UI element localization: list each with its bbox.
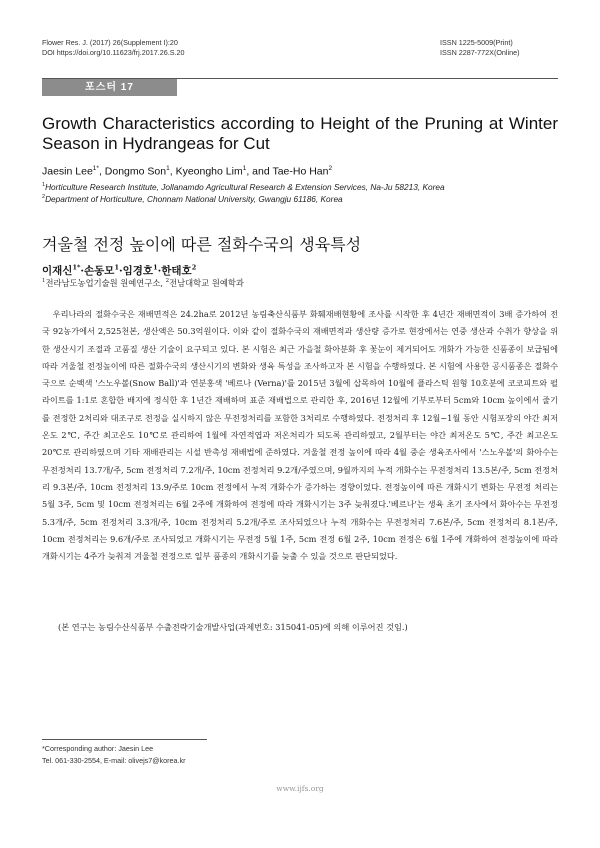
issn-print: ISSN 1225-5009(Print)	[440, 38, 513, 47]
author-affiliation-mark: 1	[153, 263, 158, 272]
author-name: 임경호	[122, 265, 154, 277]
authors-english	[42, 165, 332, 178]
paper-title-english: Growth Characteristics according to Height of the Pruning at Winter Season in Hydrangeas for Cut	[42, 114, 558, 153]
journal-header	[42, 38, 185, 58]
author-affiliation-mark: 1	[114, 263, 119, 272]
author-separator: ·	[80, 265, 85, 277]
author-name: Jaesin Lee	[42, 165, 93, 178]
author-name: 손동모	[84, 265, 115, 277]
author-affiliation-mark: 1*	[92, 165, 99, 172]
affiliation-mark: 1	[42, 278, 46, 285]
author-name: Tae-Ho Han	[272, 165, 329, 178]
affiliation-korean	[42, 277, 244, 289]
author-separator: ,	[98, 165, 105, 178]
author-affiliation-mark: 1	[242, 165, 247, 172]
affiliation-english-1	[42, 182, 445, 192]
author-name: 한태호	[161, 265, 192, 277]
affiliation-text: 전남대학교 원예학과	[169, 278, 244, 288]
affiliation-text: Horticulture Research Institute, Jollanamdo Agricultural Research & Extension Services, Na-Ju 58213, Korea	[45, 182, 445, 192]
affiliation-text: 전라남도농업기술원 원예연구소,	[45, 278, 166, 288]
corresponding-author: *Corresponding author: Jaesin Lee	[42, 744, 154, 753]
author-separator: ·	[157, 265, 162, 277]
affiliation-mark: 2	[165, 278, 170, 285]
issn-online: ISSN 2287-772X(Online)	[440, 48, 520, 57]
affiliation-text: Department of Horticulture, Chonnam National University, Gwangju 61186, Korea	[45, 194, 343, 204]
author-name: Kyeongho Lim	[175, 165, 243, 178]
contact-info: Tel. 061-330-2554, E-mail: olivejs7@korea.kr	[42, 756, 186, 765]
issn-block	[440, 38, 558, 58]
author-affiliation-mark: 2	[328, 165, 333, 172]
author-affiliation-mark: 1*	[72, 263, 81, 272]
author-affiliation-mark: 1	[166, 165, 170, 172]
author-separator: ·	[118, 265, 123, 277]
author-conjunction: and	[252, 165, 270, 178]
doi-link[interactable]: DOI https://doi.org/10.11623/frj.2017.26.S.20	[42, 48, 185, 57]
author-name: Dongmo Son	[104, 165, 167, 178]
journal-citation: Flower Res. J. (2017) 26(Supplement I):20	[42, 38, 178, 47]
authors-korean	[42, 263, 196, 278]
author-separator: ,	[169, 165, 176, 178]
affiliation-english-2	[42, 194, 343, 204]
author-affiliation-mark: 2	[191, 263, 197, 272]
affiliation-mark: 1	[42, 182, 46, 189]
acknowledgement: (본 연구는 농림수산식품부 수출전략기술개발사업(과제번호: 315041-05)에 의해 이루어진 것임.)	[58, 622, 408, 632]
affiliation-mark: 2	[42, 194, 46, 201]
author-name: 이재신	[42, 265, 73, 277]
poster-tag: 포스터 17	[42, 79, 177, 96]
paper-title-korean: 겨울철 전정 높이에 따른 절화수국의 생육특성	[42, 235, 362, 254]
author-separator: ,	[246, 165, 253, 178]
footnote-divider	[42, 739, 207, 740]
journal-website[interactable]: www.ijfs.org	[276, 784, 324, 793]
abstract-body: 우리나라의 절화수국은 재배면적은 24.2ha로 2012년 농림축산식품부 화훼재배현황에 조사를 시작한 후 4년간 재배면적이 3배 증가하여 전국 92농가에서 2,525천본, 생산액은 50.3억원이다. 이와 같이 절화수국의 재배면적과 생산량 증가로 현장에서는 연중 생산과 수취가 향상을 위한 생산시기 조절과 고품질 생산 기술이 요구되고 있다. 본 시험은 최근 가을철 화아분화 후 꽃눈이 제거되어도 개화가 가능한 신품종이 보급됨에 따라 겨울철 전정높이에 따른 절화수국의 생산시기의 변화와 생육 특성을 조사하고자 본 시험을 수행하였다. 본 시험에 사용한 공시품종은 절화수국으로 순백색 '스노우볼(Snow Ball)'과 연분홍색 '베르나 (Verna)'를 2015년 3월에 삽목하여 10월에 플라스틱 원형 10호분에 코코피트와 펄라이트를 1:1로 혼합한 배지에 정식한 후 1년간 재배하며 표준 재배법으로 관리한 후, 2016년 12월에 기부로부터 5cm와 10cm 높이에서 줄기를 전정한 2처리와 대조구로 전정을 실시하지 않은 무전정처리를 포함한 3처리로 수행하였다. 전정처리 후 12월~1월 동안 시험포장의 야간 최저온도 2℃, 주간 최고온도 10℃로 관리하여 1월에 자연적엽과 저온처리가 되도록 관리하였고, 2월부터는 야간 최저온도 5℃, 주간 최고온도 20℃로 관리하였으며 기타 재배관리는 시설 반촉성 재배법에 준하였다. 겨울철 전정 높이에 따라 4월 중순 생육조사에서 '스노우볼'의 화아수는 무전정처리 13.7개/주, 5cm 전정처리 7.2개/주, 10cm 전정처리 9.2개/주였으며, 9월까지의 누적 개화수는 무전정처리 13.5본/주, 5cm 전정처리 9.3본/주, 10cm 전정처리 13.9/주로 10cm 전정에서 누적 개화수가 증가하는 경향이었다. 전정높이에 따른 개화시기 변화는 무전정 처리는 5월 3주, 5cm 및 10cm 전정처리는 6월 2주에 개화하여 전정에 따라 개화시기는 3주 늦춰졌다.'베르나'는 생육 초기 조사에서 화아수는 무전정 5.3개/주, 5cm 전정처리 3.3개/주, 10cm 전정처리 5.2개/주로 조사되었으나 누적 개화수는 무전정처리 7.6본/주, 5cm 전정처리 8.1본/주, 10cm 전정처리는 9.6개/주로 조사되었고 개화시기는 무전정 5월 1주, 5cm 전정 6월 2주, 10cm 전정은 6월 1주에 개화하여 전정높이에 따라 개화시기는 4주가 늦춰져 겨울철 전정으로 일부 품종의 개화시기를 늦출 수 있을 것으로 판단되었다.	[42, 309, 558, 562]
